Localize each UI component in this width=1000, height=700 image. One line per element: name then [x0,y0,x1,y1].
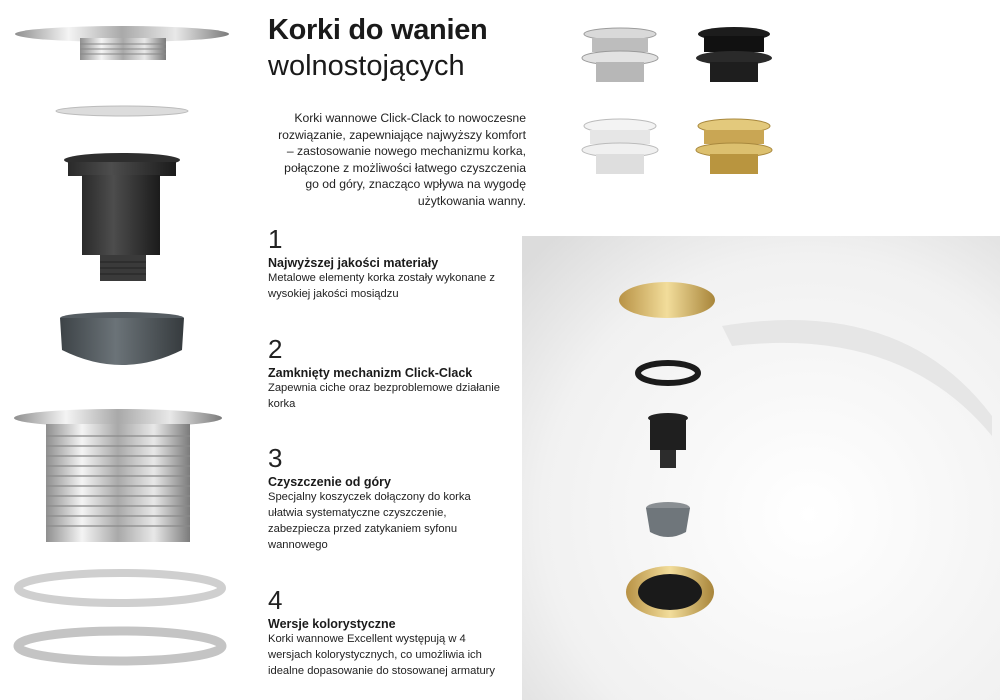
feature-text: Metalowe elementy korka zostały wykonane z wysokiej jakości mosiądzu [268,272,495,300]
feature-1 [268,224,503,302]
title-light: wolnostojących [268,50,465,82]
color-variants [560,16,800,196]
feature-text: Specjalny koszyczek dołączony do korka ułatwia systematyczne czyszczenie, zabezpiecza przed zatykaniem syfonu wannowego [268,491,471,551]
variant-white [582,119,658,174]
feature-3 [268,443,503,553]
bathtub-scene [522,236,1000,700]
scene-basket [646,502,690,537]
intro-paragraph: Korki wannowe Click-Clack to nowoczesne rozwiązanie, zapewniające najwyższy komfort – zastosowanie nowego mechanizmu korka, połączone z możliwości łatwego czyszczenia go od góry, znacząco wpływa na wygodę użytkowania wanny. [278,111,526,208]
strainer-basket [60,312,184,365]
variant-gold [696,119,772,174]
feature-number: 2 [268,334,283,364]
sealing-ring-upper [18,573,222,603]
exploded-drain-parts [0,0,250,700]
thin-gasket [56,106,188,116]
feature-text: Zapewnia ciche oraz bezproblemowe działanie korka [268,382,500,410]
feature-2 [268,334,503,412]
drain-cap [15,26,229,60]
feature-title: Wersje kolorystyczne [268,617,396,631]
feature-number: 3 [268,443,283,473]
variant-black [696,27,772,82]
feature-number: 1 [268,224,283,254]
scene-drain [626,566,714,618]
feature-number: 4 [268,585,283,615]
feature-title: Zamknięty mechanizm Click-Clack [268,366,473,380]
variant-chrome [582,28,658,82]
feature-4 [268,585,503,679]
feature-title: Najwyższej jakości materiały [268,256,439,270]
sealing-ring-lower [18,631,222,661]
feature-title: Czyszczenie od góry [268,475,391,489]
click-clack-mechanism [64,153,180,281]
title-bold: Korki do wanien [268,14,488,46]
feature-text: Korki wannowe Excellent występują w 4 wersjach kolorystycznych, co umożliwia ich idealne dopasowanie do stosowanej armatury [268,633,496,677]
scene-gold-cap [619,282,715,318]
threaded-body [14,409,222,542]
